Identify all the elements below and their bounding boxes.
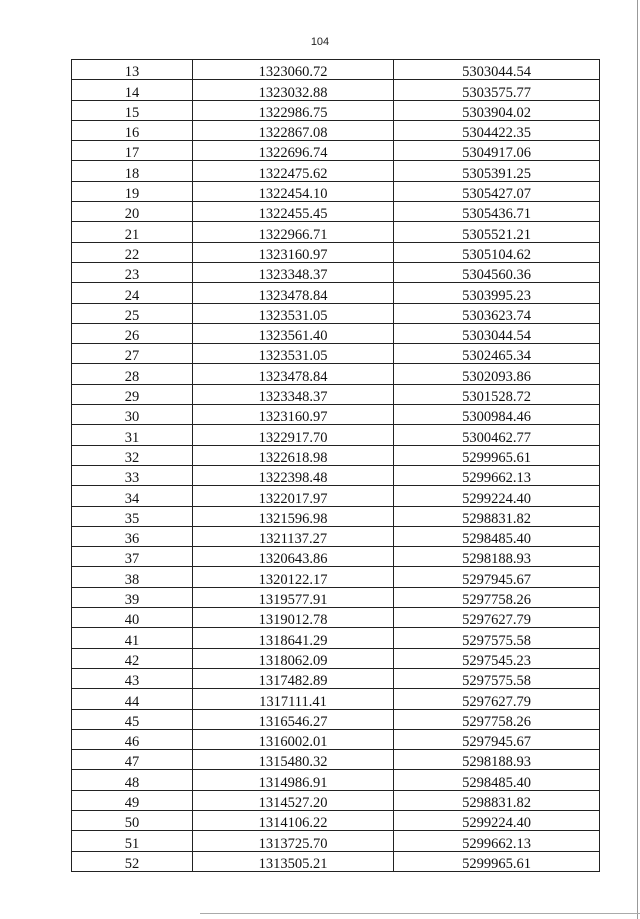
y-coordinate-cell: 5297575.58	[394, 668, 600, 688]
point-number-cell: 41	[72, 628, 193, 648]
y-coordinate-cell: 5299965.61	[394, 445, 600, 465]
point-number-cell: 29	[72, 384, 193, 404]
point-number-cell: 34	[72, 486, 193, 506]
y-coordinate-cell: 5297545.23	[394, 648, 600, 668]
x-coordinate-cell: 1323531.05	[193, 303, 394, 323]
x-coordinate-cell: 1315480.32	[193, 750, 394, 770]
table-row	[72, 526, 600, 546]
table-row	[72, 425, 600, 445]
table-row	[72, 770, 600, 790]
x-coordinate-cell: 1323478.84	[193, 283, 394, 303]
table-row	[72, 810, 600, 830]
point-number-cell: 20	[72, 202, 193, 222]
point-number-cell: 24	[72, 283, 193, 303]
point-number-cell: 13	[72, 60, 193, 80]
table-row	[72, 831, 600, 851]
point-number-cell: 21	[72, 222, 193, 242]
y-coordinate-cell: 5303904.02	[394, 100, 600, 120]
point-number-cell: 36	[72, 526, 193, 546]
table-row	[72, 405, 600, 425]
table-row	[72, 262, 600, 282]
y-coordinate-cell: 5302093.86	[394, 364, 600, 384]
point-number-cell: 23	[72, 262, 193, 282]
x-coordinate-cell: 1323160.97	[193, 242, 394, 262]
point-number-cell: 19	[72, 181, 193, 201]
table-row	[72, 648, 600, 668]
y-coordinate-cell: 5298485.40	[394, 526, 600, 546]
x-coordinate-cell: 1322618.98	[193, 445, 394, 465]
x-coordinate-cell: 1322966.71	[193, 222, 394, 242]
point-number-cell: 35	[72, 506, 193, 526]
y-coordinate-cell: 5298485.40	[394, 770, 600, 790]
y-coordinate-cell: 5298831.82	[394, 790, 600, 810]
table-row	[72, 851, 600, 871]
x-coordinate-cell: 1314527.20	[193, 790, 394, 810]
y-coordinate-cell: 5300462.77	[394, 425, 600, 445]
y-coordinate-cell: 5303995.23	[394, 283, 600, 303]
x-coordinate-cell: 1322398.48	[193, 465, 394, 485]
y-coordinate-cell: 5300984.46	[394, 405, 600, 425]
x-coordinate-cell: 1323531.05	[193, 344, 394, 364]
x-coordinate-cell: 1321596.98	[193, 506, 394, 526]
table-row	[72, 100, 600, 120]
point-number-cell: 42	[72, 648, 193, 668]
y-coordinate-cell: 5303575.77	[394, 80, 600, 100]
y-coordinate-cell: 5297575.58	[394, 628, 600, 648]
table-row	[72, 750, 600, 770]
x-coordinate-cell: 1316546.27	[193, 709, 394, 729]
x-coordinate-cell: 1314106.22	[193, 810, 394, 830]
point-number-cell: 45	[72, 709, 193, 729]
coordinates-table	[71, 59, 600, 872]
x-coordinate-cell: 1318062.09	[193, 648, 394, 668]
page-number: 104	[310, 36, 330, 48]
y-coordinate-cell: 5301528.72	[394, 384, 600, 404]
y-coordinate-cell: 5297758.26	[394, 709, 600, 729]
point-number-cell: 22	[72, 242, 193, 262]
x-coordinate-cell: 1321137.27	[193, 526, 394, 546]
y-coordinate-cell: 5298831.82	[394, 506, 600, 526]
x-coordinate-cell: 1319012.78	[193, 608, 394, 628]
x-coordinate-cell: 1323060.72	[193, 60, 394, 80]
table-row	[72, 587, 600, 607]
point-number-cell: 50	[72, 810, 193, 830]
x-coordinate-cell: 1317482.89	[193, 668, 394, 688]
table-row	[72, 181, 600, 201]
table-row	[72, 80, 600, 100]
table-row	[72, 202, 600, 222]
table-row	[72, 445, 600, 465]
y-coordinate-cell: 5304422.35	[394, 120, 600, 140]
y-coordinate-cell: 5299662.13	[394, 831, 600, 851]
x-coordinate-cell: 1323478.84	[193, 364, 394, 384]
x-coordinate-cell: 1323561.40	[193, 323, 394, 343]
y-coordinate-cell: 5302465.34	[394, 344, 600, 364]
coordinates-table-body	[72, 60, 600, 872]
table-row	[72, 141, 600, 161]
point-number-cell: 38	[72, 567, 193, 587]
x-coordinate-cell: 1322696.74	[193, 141, 394, 161]
y-coordinate-cell: 5304917.06	[394, 141, 600, 161]
y-coordinate-cell: 5297945.67	[394, 567, 600, 587]
point-number-cell: 14	[72, 80, 193, 100]
table-row	[72, 364, 600, 384]
x-coordinate-cell: 1323032.88	[193, 80, 394, 100]
x-coordinate-cell: 1323160.97	[193, 405, 394, 425]
point-number-cell: 40	[72, 608, 193, 628]
point-number-cell: 30	[72, 405, 193, 425]
table-row	[72, 506, 600, 526]
table-row	[72, 729, 600, 749]
y-coordinate-cell: 5297627.79	[394, 689, 600, 709]
table-row	[72, 60, 600, 80]
y-coordinate-cell: 5297758.26	[394, 587, 600, 607]
table-row	[72, 608, 600, 628]
table-row	[72, 384, 600, 404]
x-coordinate-cell: 1322017.97	[193, 486, 394, 506]
x-coordinate-cell: 1319577.91	[193, 587, 394, 607]
x-coordinate-cell: 1317111.41	[193, 689, 394, 709]
table-row	[72, 161, 600, 181]
x-coordinate-cell: 1313725.70	[193, 831, 394, 851]
y-coordinate-cell: 5305391.25	[394, 161, 600, 181]
y-coordinate-cell: 5297627.79	[394, 608, 600, 628]
point-number-cell: 48	[72, 770, 193, 790]
point-number-cell: 52	[72, 851, 193, 871]
table-row	[72, 222, 600, 242]
x-coordinate-cell: 1313505.21	[193, 851, 394, 871]
point-number-cell: 28	[72, 364, 193, 384]
table-row	[72, 465, 600, 485]
y-coordinate-cell: 5305104.62	[394, 242, 600, 262]
point-number-cell: 26	[72, 323, 193, 343]
point-number-cell: 17	[72, 141, 193, 161]
point-number-cell: 49	[72, 790, 193, 810]
point-number-cell: 25	[72, 303, 193, 323]
y-coordinate-cell: 5303623.74	[394, 303, 600, 323]
y-coordinate-cell: 5299224.40	[394, 486, 600, 506]
x-coordinate-cell: 1322986.75	[193, 100, 394, 120]
table-row	[72, 790, 600, 810]
x-coordinate-cell: 1318641.29	[193, 628, 394, 648]
point-number-cell: 39	[72, 587, 193, 607]
y-coordinate-cell: 5305521.21	[394, 222, 600, 242]
x-coordinate-cell: 1322454.10	[193, 181, 394, 201]
y-coordinate-cell: 5299662.13	[394, 465, 600, 485]
y-coordinate-cell: 5298188.93	[394, 547, 600, 567]
table-row	[72, 303, 600, 323]
table-row	[72, 628, 600, 648]
table-row	[72, 283, 600, 303]
table-row	[72, 547, 600, 567]
page-bottom-edge	[200, 913, 640, 914]
table-row	[72, 709, 600, 729]
point-number-cell: 51	[72, 831, 193, 851]
point-number-cell: 31	[72, 425, 193, 445]
y-coordinate-cell: 5303044.54	[394, 60, 600, 80]
y-coordinate-cell: 5299224.40	[394, 810, 600, 830]
point-number-cell: 46	[72, 729, 193, 749]
table-row	[72, 689, 600, 709]
y-coordinate-cell: 5297945.67	[394, 729, 600, 749]
point-number-cell: 32	[72, 445, 193, 465]
x-coordinate-cell: 1314986.91	[193, 770, 394, 790]
point-number-cell: 16	[72, 120, 193, 140]
x-coordinate-cell: 1316002.01	[193, 729, 394, 749]
table-row	[72, 344, 600, 364]
point-number-cell: 15	[72, 100, 193, 120]
point-number-cell: 37	[72, 547, 193, 567]
table-row	[72, 323, 600, 343]
x-coordinate-cell: 1322475.62	[193, 161, 394, 181]
y-coordinate-cell: 5298188.93	[394, 750, 600, 770]
point-number-cell: 33	[72, 465, 193, 485]
x-coordinate-cell: 1323348.37	[193, 384, 394, 404]
point-number-cell: 43	[72, 668, 193, 688]
y-coordinate-cell: 5303044.54	[394, 323, 600, 343]
table-row	[72, 486, 600, 506]
x-coordinate-cell: 1323348.37	[193, 262, 394, 282]
point-number-cell: 27	[72, 344, 193, 364]
point-number-cell: 47	[72, 750, 193, 770]
x-coordinate-cell: 1322917.70	[193, 425, 394, 445]
x-coordinate-cell: 1322867.08	[193, 120, 394, 140]
table-row	[72, 668, 600, 688]
y-coordinate-cell: 5299965.61	[394, 851, 600, 871]
y-coordinate-cell: 5305436.71	[394, 202, 600, 222]
table-row	[72, 242, 600, 262]
y-coordinate-cell: 5305427.07	[394, 181, 600, 201]
x-coordinate-cell: 1320122.17	[193, 567, 394, 587]
point-number-cell: 44	[72, 689, 193, 709]
x-coordinate-cell: 1320643.86	[193, 547, 394, 567]
point-number-cell: 18	[72, 161, 193, 181]
y-coordinate-cell: 5304560.36	[394, 262, 600, 282]
page-right-edge	[637, 0, 638, 919]
table-row	[72, 120, 600, 140]
x-coordinate-cell: 1322455.45	[193, 202, 394, 222]
table-row	[72, 567, 600, 587]
